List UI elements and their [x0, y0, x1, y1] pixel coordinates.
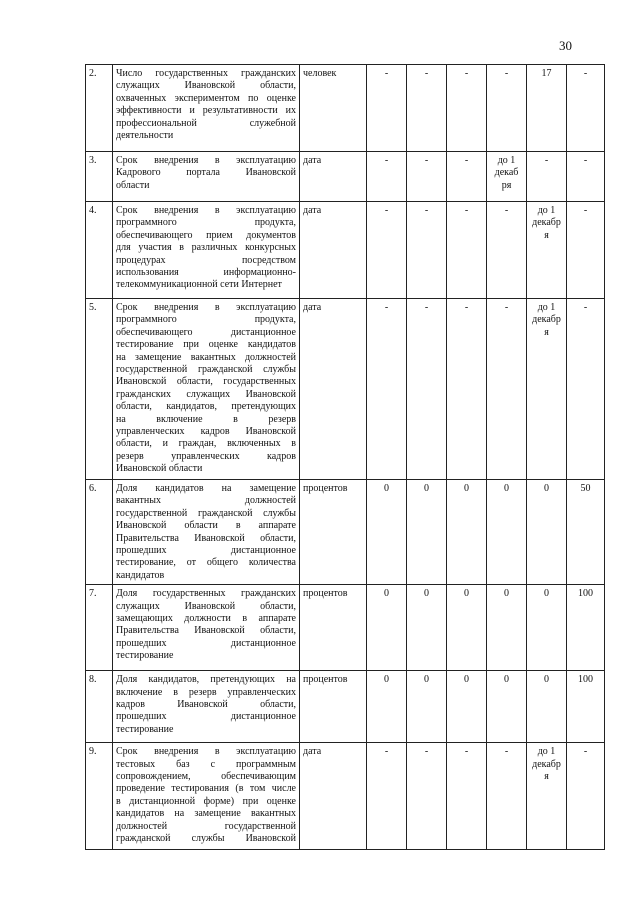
- value-cell-v3: -: [447, 152, 487, 202]
- row-number: 5.: [86, 299, 113, 480]
- indicator-name: Доля кандидатов, претендующих на включение в резерв управленческих кадров Ивановской области, прошедших дистанционное тестирование: [113, 671, 300, 743]
- value-cell-v2: 0: [407, 585, 447, 671]
- value-cell-v5: 17: [527, 65, 567, 152]
- value-cell-v6: -: [567, 743, 605, 850]
- row-number: 7.: [86, 585, 113, 671]
- value-cell-v3: 0: [447, 671, 487, 743]
- page-number: 30: [559, 38, 572, 53]
- indicator-name: Срок внедрения в эксплуатацию программного продукта, обеспечивающего прием документов для участия в различных конкурсных процедурах посредством использования информационно- телекоммуникационной сети Интернет: [113, 202, 300, 299]
- value-cell-v4: 0: [487, 480, 527, 585]
- value-cell-v6: -: [567, 152, 605, 202]
- table-row: [86, 65, 605, 152]
- value-cell-v1: -: [367, 202, 407, 299]
- value-cell-v5: до 1 декабр я: [527, 202, 567, 299]
- row-number: 2.: [86, 65, 113, 152]
- value-cell-v6: -: [567, 65, 605, 152]
- indicator-name: Срок внедрения в эксплуатацию тестовых баз с программным сопровождением, обеспечивающим проведение тестирования (в том числе в дистанционной форме) при оценке кандидатов на замещение вакантных должностей государственной гражданской службы Ивановской: [113, 743, 300, 850]
- indicator-name: Доля государственных гражданских служащих Ивановской области, замещающих должности в аппарате Правительства Ивановской области, прошедших дистанционное тестирование: [113, 585, 300, 671]
- value-cell-v6: -: [567, 299, 605, 480]
- value-cell-v5: 0: [527, 671, 567, 743]
- unit-cell: процентов: [300, 585, 367, 671]
- value-cell-v5: 0: [527, 585, 567, 671]
- value-cell-v2: 0: [407, 671, 447, 743]
- value-cell-v2: -: [407, 152, 447, 202]
- indicators-table: [85, 64, 605, 850]
- indicator-name: Срок внедрения в эксплуатацию Кадрового портала Ивановской области: [113, 152, 300, 202]
- indicator-name: Число государственных гражданских служащих Ивановской области, охваченных экспериментом по оценке эффективности и результативности их профессиональной служебной деятельности: [113, 65, 300, 152]
- row-number: 6.: [86, 480, 113, 585]
- unit-cell: дата: [300, 202, 367, 299]
- value-cell-v4: -: [487, 743, 527, 850]
- value-cell-v2: -: [407, 743, 447, 850]
- value-cell-v5: до 1 декабр я: [527, 743, 567, 850]
- table-row: [86, 585, 605, 671]
- table-row: [86, 480, 605, 585]
- unit-cell: процентов: [300, 671, 367, 743]
- value-cell-v1: -: [367, 743, 407, 850]
- table-row: [86, 299, 605, 480]
- table-row: [86, 671, 605, 743]
- value-cell-v5: до 1 декабр я: [527, 299, 567, 480]
- unit-cell: человек: [300, 65, 367, 152]
- value-cell-v1: -: [367, 65, 407, 152]
- value-cell-v4: -: [487, 65, 527, 152]
- row-number: 4.: [86, 202, 113, 299]
- value-cell-v6: 50: [567, 480, 605, 585]
- unit-cell: дата: [300, 743, 367, 850]
- value-cell-v4: -: [487, 299, 527, 480]
- table-row: [86, 152, 605, 202]
- value-cell-v3: 0: [447, 480, 487, 585]
- value-cell-v4: 0: [487, 585, 527, 671]
- value-cell-v3: -: [447, 299, 487, 480]
- value-cell-v1: 0: [367, 671, 407, 743]
- table-row: [86, 202, 605, 299]
- value-cell-v4: -: [487, 202, 527, 299]
- value-cell-v1: -: [367, 152, 407, 202]
- value-cell-v5: 0: [527, 480, 567, 585]
- value-cell-v2: 0: [407, 480, 447, 585]
- value-cell-v6: 100: [567, 585, 605, 671]
- value-cell-v2: -: [407, 65, 447, 152]
- unit-cell: дата: [300, 299, 367, 480]
- indicator-name: Доля кандидатов на замещение вакантных должностей государственной гражданской службы Ивановской области в аппарате Правительства Ивановской области, прошедших дистанционное тестирование, от общего количества кандидатов: [113, 480, 300, 585]
- table-row: [86, 743, 605, 850]
- value-cell-v1: 0: [367, 480, 407, 585]
- value-cell-v2: -: [407, 299, 447, 480]
- unit-cell: процентов: [300, 480, 367, 585]
- value-cell-v3: -: [447, 202, 487, 299]
- value-cell-v1: -: [367, 299, 407, 480]
- value-cell-v4: 0: [487, 671, 527, 743]
- value-cell-v6: -: [567, 202, 605, 299]
- value-cell-v1: 0: [367, 585, 407, 671]
- value-cell-v3: -: [447, 65, 487, 152]
- value-cell-v3: 0: [447, 585, 487, 671]
- row-number: 9.: [86, 743, 113, 850]
- row-number: 3.: [86, 152, 113, 202]
- indicator-name: Срок внедрения в эксплуатацию программного продукта, обеспечивающего дистанционное тестирование при оценке кандидатов на замещение вакантных должностей государственной гражданской службы Ивановской области, государственных гражданских служащих Ивановской области, кандидатов, претендующих на включение в резерв управленческих кадров Ивановской области, и граждан, включенных в резерв управленческих кадров Ивановской области: [113, 299, 300, 480]
- row-number: 8.: [86, 671, 113, 743]
- unit-cell: дата: [300, 152, 367, 202]
- table-body: [86, 65, 605, 850]
- value-cell-v5: -: [527, 152, 567, 202]
- value-cell-v6: 100: [567, 671, 605, 743]
- value-cell-v3: -: [447, 743, 487, 850]
- value-cell-v4: до 1 декаб ря: [487, 152, 527, 202]
- value-cell-v2: -: [407, 202, 447, 299]
